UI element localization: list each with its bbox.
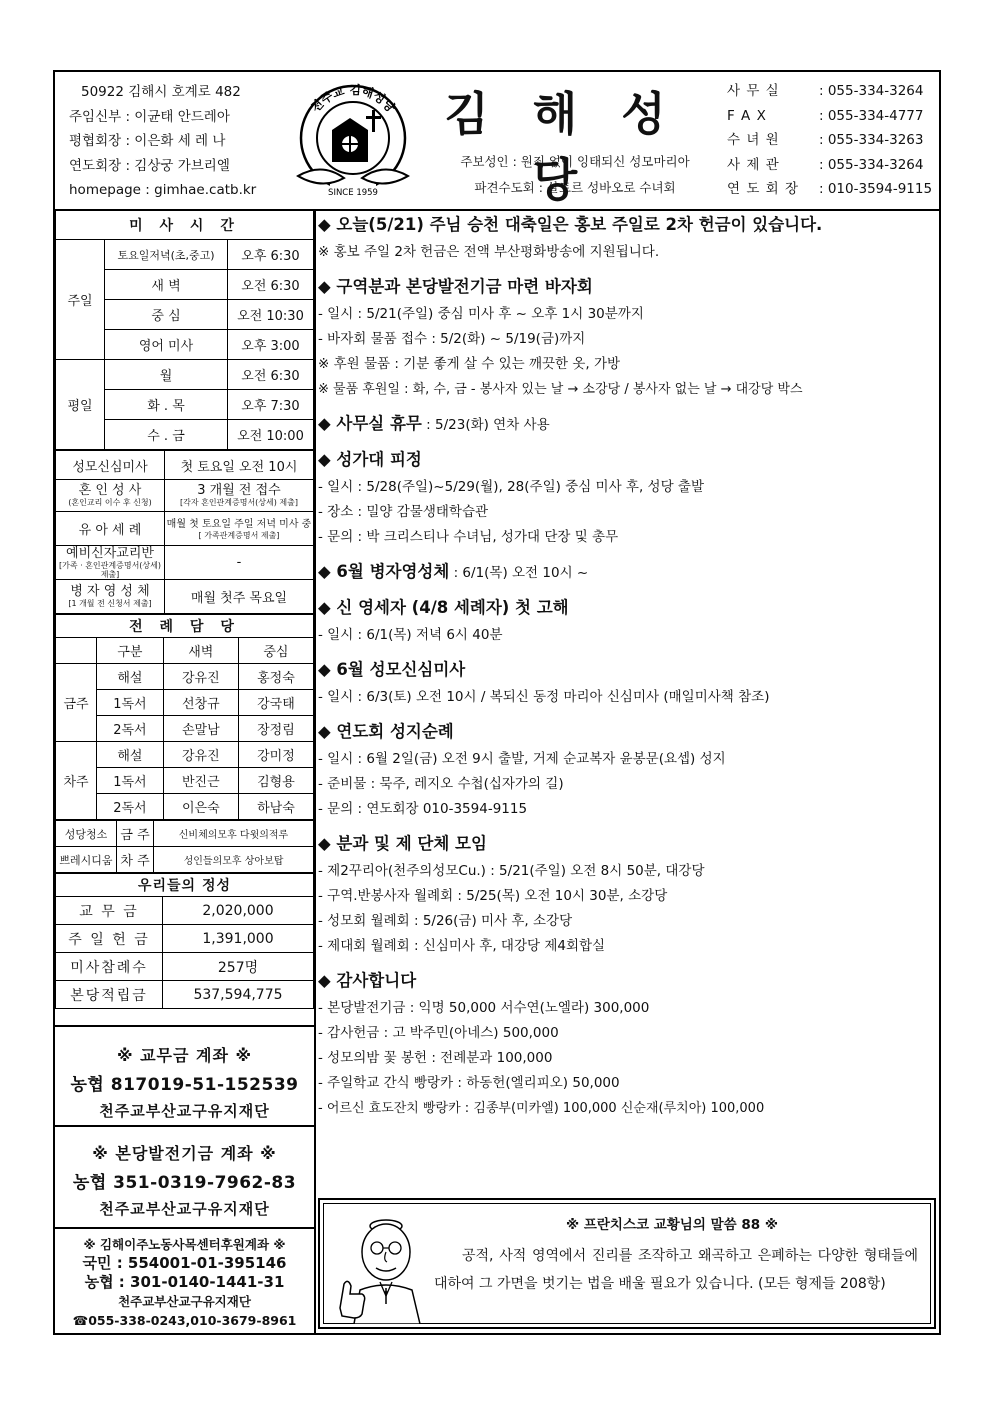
sacrament-name: 혼 인 성 사	[78, 483, 142, 498]
notice-section	[318, 968, 938, 1121]
notice-line: - 성모회 월례회 : 5/26(금) 미사 후, 소강당	[318, 913, 573, 929]
notice-line: - 감사헌금 : 고 박주민(아네스) 500,000	[318, 1025, 559, 1041]
notice-title-main: ◆ 구역분과 본당발전기금 마련 바자회	[318, 277, 593, 296]
notice-section	[318, 411, 938, 438]
liturgy-person: 강유진	[163, 742, 238, 768]
sacrament-note: [가족 · 혼인관계증명서(상세) 제출]	[59, 560, 161, 579]
sacrament-value: 매월 첫 토요일 주일 저녁 미사 중	[166, 519, 312, 530]
duty-value: 성인들의모후 상아보탑	[154, 847, 314, 873]
account-title: ※ 본당발전기금 계좌 ※	[92, 1144, 277, 1163]
pastor: 주임신부 : 이균태 안드레아	[69, 108, 230, 125]
notice-line: - 성모의밤 꽃 봉헌 : 전례분과 100,000	[318, 1050, 553, 1066]
sacrament-value: -	[165, 546, 314, 580]
contact-label: 사 무 실	[727, 83, 780, 99]
notice-title	[318, 968, 938, 994]
mass-name: 새 벽	[105, 270, 228, 300]
liturgy-person: 강유진	[163, 664, 238, 690]
tithe-account	[55, 1025, 314, 1125]
duty-week: 차 주	[117, 847, 154, 873]
sacrament-table	[55, 450, 314, 614]
sacrament-note: [ 가족관계증명서 제출]	[198, 531, 280, 540]
labor-center-line: 국민 : 554001-01-395146	[82, 1254, 287, 1272]
notice-section	[318, 719, 938, 822]
notice-section	[318, 831, 938, 959]
mass-name: 월	[105, 360, 228, 390]
notice-title	[318, 274, 938, 300]
logo-since: SINCE 1959	[328, 188, 378, 198]
contact-row	[727, 79, 939, 104]
labor-center-account	[55, 1227, 314, 1336]
notice-title-detail: : 5/23(화) 연차 사용	[421, 417, 550, 433]
weekday-label: 평일	[56, 360, 105, 450]
liturgy-header: 중심	[238, 638, 313, 664]
sacrament-value: 매월 첫주 목요일	[165, 580, 314, 614]
mass-name: 토요일저녁(초,중고)	[105, 240, 228, 270]
parish-title: 김 해 성 당	[444, 87, 680, 207]
duty-value: 신비체의모후 다윗의적루	[154, 821, 314, 847]
notice-section	[318, 559, 938, 586]
account-org: 천주교부산교구유지재단	[99, 1200, 270, 1218]
mass-time: 오후 7:30	[228, 390, 314, 420]
mass-title: 미 사 시 간	[56, 210, 314, 240]
account-number: 농협 817019-51-152539	[70, 1075, 299, 1095]
notice-title-main: ◆ 연도회 성지순례	[318, 722, 454, 741]
notice-section	[318, 657, 938, 710]
liturgy-week: 차주	[56, 742, 97, 820]
notice-line: - 문의 : 연도회장 010-3594-9115	[318, 801, 528, 817]
notice-line: - 문의 : 박 크리스티나 수녀님, 성가대 단장 및 총무	[318, 529, 619, 545]
liturgy-person: 손말남	[163, 716, 238, 742]
parish-info	[69, 80, 299, 203]
duty-table	[55, 820, 314, 873]
account-number: 농협 351-0319-7962-83	[72, 1173, 297, 1193]
parish-logo	[292, 80, 414, 204]
contact-row	[727, 104, 939, 129]
liturgy-role: 2독서	[97, 794, 164, 820]
notice-line: ※ 홍보 주일 2차 헌금은 전액 부산평화방송에 지원됩니다.	[318, 244, 660, 260]
notice-line: ※ 후원 물품 : 기분 좋게 살 수 있는 깨끗한 옷, 가방	[318, 356, 621, 372]
duty-name: 성당청소	[56, 821, 117, 847]
notice-line: - 어르신 효도잔치 빵랑카 : 김종부(미카엘) 100,000 신순재(루치아) 100,000	[318, 1101, 765, 1116]
liturgy-person: 강미정	[238, 742, 313, 768]
liturgy-person: 이은숙	[163, 794, 238, 820]
contact-label: 연 도 회 장	[727, 181, 800, 197]
offering-value: 257명	[163, 953, 314, 981]
mass-time: 오전 10:30	[228, 300, 314, 330]
pope-caricature-icon	[334, 1212, 426, 1324]
logo-text: 천주교 김해성당	[308, 82, 398, 115]
sacrament-note: [각자 혼인관계증명서(상세) 제출]	[179, 498, 299, 507]
mass-schedule-table	[55, 209, 314, 450]
liturgy-person: 강국태	[238, 690, 313, 716]
notice-title-main: ◆ 사무실 휴무	[318, 414, 422, 433]
account-org: 천주교부산교구유지재단	[99, 1102, 270, 1120]
duty-name: 쁘레시디움	[56, 847, 117, 873]
contact-label: F A X	[727, 107, 767, 124]
notice-title-main: ◆ 분과 및 제 단체 모임	[318, 834, 487, 853]
notice-section	[318, 595, 938, 648]
liturgy-person: 하남숙	[238, 794, 313, 820]
notice-line: - 일시 : 6/3(토) 오전 10시 / 복되신 동정 마리아 신심미사 (매일미사책 참조)	[318, 689, 770, 705]
contact-value: : 055-334-3264	[819, 83, 924, 99]
contact-list	[727, 79, 939, 202]
notice-line: - 본당발전기금 : 익명 50,000 서수연(노엘라) 300,000	[318, 1000, 650, 1016]
notice-title-main: ◆ 6월 성모신심미사	[318, 660, 466, 679]
address: 50922 김해시 호계로 482	[81, 84, 241, 100]
liturgy-title: 전 례 담 당	[56, 615, 314, 638]
liturgy-person: 김형용	[238, 768, 313, 794]
mass-time: 오전 10:00	[228, 420, 314, 450]
account-title: ※ 교무금 계좌 ※	[116, 1046, 253, 1065]
mass-name: 영어 미사	[105, 330, 228, 360]
mass-name: 중 심	[105, 300, 228, 330]
notice-line: - 주일학교 간식 빵랑카 : 하동헌(엘리피오) 50,000	[318, 1075, 620, 1091]
bulletin-frame	[53, 70, 941, 1335]
liturgy-person: 반진근	[163, 768, 238, 794]
offering-label: 본당적립금	[56, 981, 163, 1009]
labor-center-title: ※ 김해이주노동사목센터후원계좌 ※	[83, 1237, 286, 1252]
notice-section	[318, 212, 938, 265]
pope-quote-box	[318, 1198, 936, 1329]
labor-center-phone: ☎055-338-0243,010-3679-8961	[72, 1313, 297, 1328]
liturgy-person: 장정림	[238, 716, 313, 742]
notice-title	[318, 831, 938, 857]
contact-value: : 010-3594-9115	[819, 181, 933, 197]
liturgy-header: 새벽	[163, 638, 238, 664]
congregation: 파견수도회 : 샬트르 성바오로 수녀회	[474, 180, 676, 195]
notice-line: - 일시 : 5/28(주일)~5/29(월), 28(주일) 중심 미사 후, 성당 출발	[318, 479, 705, 495]
notice-section	[318, 447, 938, 550]
notice-line: - 제2꾸리아(천주의성모Cu.) : 5/21(주일) 오전 8시 50분, 대강당	[318, 863, 705, 879]
homepage: homepage : gimhae.catb.kr	[69, 182, 257, 198]
liturgy-role: 해설	[97, 664, 164, 690]
contact-label: 사 제 관	[727, 156, 780, 173]
notices-column	[318, 212, 938, 1130]
liturgy-role: 해설	[97, 742, 164, 768]
offering-label: 교 무 금	[56, 897, 163, 925]
contact-label: 수 녀 원	[727, 132, 780, 148]
notice-title-main: ◆ 성가대 피정	[318, 450, 422, 469]
notice-line: - 장소 : 밀양 감물생태학습관	[318, 504, 489, 520]
liturgy-role: 1독서	[97, 690, 164, 716]
sacrament-name: 병 자 영 성 체	[70, 584, 150, 599]
sacrament-value: 첫 토요일 오전 10시	[165, 451, 314, 480]
council-chair: 평협회장 : 이은화 세 레 나	[69, 133, 226, 149]
mass-time: 오후 3:00	[228, 330, 314, 360]
offering-value: 2,020,000	[163, 897, 314, 925]
mass-name: 화 . 목	[105, 390, 228, 420]
notice-line: ※ 물품 후원일 : 화, 수, 금 - 봉사자 있는 날 → 소강당 / 봉사자 없는 날 → 대강당 박스	[318, 382, 803, 397]
notice-line: - 일시 : 6월 2일(금) 오전 9시 출발, 거제 순교복자 윤봉문(요셉) 성지	[318, 751, 726, 767]
notice-title	[318, 559, 938, 586]
sacrament-note: (혼인교리 이수 후 신청)	[68, 498, 152, 507]
notice-title	[318, 595, 938, 621]
labor-center-org: 천주교부산교구유지재단	[118, 1294, 251, 1309]
notice-line: - 바자회 물품 접수 : 5/2(화) ~ 5/19(금)까지	[318, 331, 586, 347]
notice-line: - 일시 : 5/21(주일) 중심 미사 후 ~ 오후 1시 30분까지	[318, 306, 644, 322]
liturgy-week: 금주	[56, 664, 97, 742]
sacrament-name: 유 아 세 례	[56, 512, 165, 546]
mass-time: 오전 6:30	[228, 360, 314, 390]
sacrament-name: 예비신자교리반	[66, 545, 154, 561]
offerings-title: 우리들의 정성	[56, 874, 314, 897]
left-column	[55, 209, 316, 1333]
notice-title	[318, 719, 938, 745]
notice-title	[318, 447, 938, 473]
liturgy-table	[55, 614, 314, 820]
notice-line: - 일시 : 6/1(목) 저녁 6시 40분	[318, 627, 503, 643]
notice-title-main: ◆ 감사합니다	[318, 971, 417, 990]
notice-title-main: ◆ 오늘(5/21) 주님 승천 대축일은 홍보 주일로 2차 헌금이 있습니다.	[318, 215, 823, 234]
offering-value: 1,391,000	[163, 925, 314, 953]
notice-title-main: ◆ 신 영세자 (4/8 세례자) 첫 고해	[318, 598, 569, 617]
sacrament-note: [1 개월 전 신청서 제출]	[68, 599, 152, 608]
notice-title	[318, 212, 938, 238]
contact-value: : 055-334-3263	[819, 132, 924, 148]
liturgy-person: 선창규	[163, 690, 238, 716]
liturgy-person: 홍정숙	[238, 664, 313, 690]
liturgy-header: 구분	[97, 638, 164, 664]
sacrament-value: 3 개월 전 접수	[197, 483, 281, 498]
fund-account	[55, 1125, 314, 1227]
contact-value: : 055-334-3264	[819, 156, 924, 173]
notice-title-main: ◆ 6월 병자영성체	[318, 562, 450, 581]
contact-value: : 055-334-4777	[819, 107, 924, 124]
offerings-table	[55, 873, 314, 1009]
notice-title	[318, 411, 938, 438]
mass-time: 오후 6:30	[228, 240, 314, 270]
labor-center-line: 농협 : 301-0140-1441-31	[84, 1273, 285, 1291]
sacrament-name: 성모신심미사	[56, 451, 165, 480]
duty-week: 금 주	[117, 821, 154, 847]
contact-row	[727, 153, 939, 178]
notice-line: - 제대회 월례회 : 신심미사 후, 대강당 제4회합실	[318, 938, 606, 954]
contact-row	[727, 128, 939, 153]
liturgy-role: 1독서	[97, 768, 164, 794]
offering-label: 주 일 헌 금	[56, 925, 163, 953]
offering-value: 537,594,775	[163, 981, 314, 1009]
pope-quote-text: 공적, 사적 영역에서 진리를 조작하고 왜곡하고 은폐하는 다양한 형태들에 대하여 그 가면을 벗기는 법을 배울 필요가 있습니다. (모든 형제들 208항)	[434, 1248, 918, 1292]
mass-name: 수 . 금	[105, 420, 228, 450]
patron-saint: 주보성인 : 원죄 없이 잉태되신 성모마리아	[460, 154, 690, 169]
notice-line: - 준비물 : 묵주, 레지오 수첩(십자가의 길)	[318, 776, 564, 792]
contact-row	[727, 177, 939, 202]
mass-time: 오전 6:30	[228, 270, 314, 300]
yeondo-chair: 연도회장 : 김상궁 가브리엘	[69, 157, 230, 174]
notice-title	[318, 657, 938, 683]
notice-section	[318, 274, 938, 402]
liturgy-role: 2독서	[97, 716, 164, 742]
offering-label: 미사참례수	[56, 953, 163, 981]
bulletin-header	[55, 72, 939, 211]
notice-line: - 구역.반봉사자 월례회 : 5/25(목) 오전 10시 30분, 소강당	[318, 888, 668, 904]
svg-text:천주교 김해성당	[307, 82, 398, 115]
pope-quote-title: ※ 프란치스코 교황님의 말씀 88 ※	[566, 1217, 778, 1233]
notice-title-detail: : 6/1(목) 오전 10시 ~	[449, 565, 589, 581]
sunday-label: 주일	[56, 240, 105, 360]
